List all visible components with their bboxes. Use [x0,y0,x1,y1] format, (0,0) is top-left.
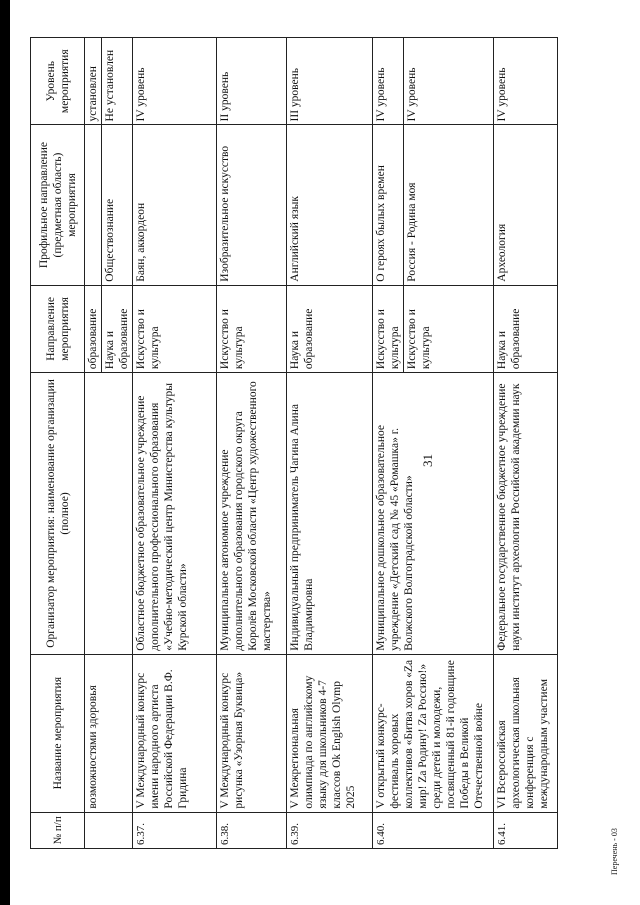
cell-num: 6.40. [373,812,494,848]
cell-direction: Искусство и культура [404,285,494,372]
cell-profile: Археология [494,125,558,285]
cell-profile [85,125,102,285]
header-level: Уровень мероприятия [31,38,85,125]
cell-num [85,812,133,848]
cell-level: IV уровень [494,38,558,125]
cell-direction: Наука и образование [287,285,373,372]
cell-level: IV уровень [373,38,404,125]
header-org: Организатор мероприятия: наименование организации (полное) [31,373,85,655]
cell-org: Муниципальное автономное учреждение дополнительного образования городского округа Королёв Московской области «Центр художественного мастерства» [217,373,287,655]
page-number: 31 [420,454,435,467]
table-row [85,38,102,849]
header-profile: Профильное направление (предметная область) мероприятия [31,125,85,285]
cell-direction: образование [85,285,102,372]
events-table [30,37,558,849]
cell-num: 6.39. [287,812,373,848]
cell-direction: Искусство и культура [217,285,287,372]
cell-org: Муниципальное дошкольное образовательное учреждение «Детский сад № 45 «Ромашка» г. Волжского Волгоградской области» [373,373,494,655]
footer-note: Перечень - 03 [610,828,619,875]
cell-level: II уровень [217,38,287,125]
cell-name: V Международный конкурс имени народного артиста Российской Федерации В.Ф. Гридина [133,654,217,812]
table-row [373,38,404,849]
cell-level: IV уровень [404,38,494,125]
cell-direction: Искусство и культура [373,285,404,372]
cell-org: Областное бюджетное образовательное учреждение дополнительного профессионального образования «Учебно-методический центр Министерства культуры Курской области» [133,373,217,655]
cell-level: III уровень [287,38,373,125]
cell-num: 6.37. [133,812,217,848]
table-row [494,38,558,849]
cell-profile: Изобразительное искусство [217,125,287,285]
cell-org: Федеральное государственное бюджетное учреждение науки институт археологии Российской академии наук [494,373,558,655]
cell-profile: Баян, аккордеон [133,125,217,285]
cell-profile: О героях былых времен [373,125,404,285]
header-direction: Направление мероприятия [31,285,85,372]
cell-profile: Россия - Родина моя [404,125,494,285]
table-header-row [31,38,85,849]
cell-direction: Искусство и культура [133,285,217,372]
cell-profile: Обществознание [102,125,133,285]
cell-name: V Международный конкурс рисунка «Узорная Буквица» [217,654,287,812]
cell-name: V открытый конкурс-фестиваль хоровых коллективов «Битва хоров «Za мир! Za Родину! Za Россию!» среди детей и молодежи, посвященный 81-й годовщине Победы в Великой Отечественной войне [373,654,494,812]
cell-level: установлен [85,38,102,125]
cell-direction: Наука и образование [494,285,558,372]
cell-name: V Межрегиональная олимпиада по английскому языку для школьников 4-7 классов Ok English Olymp 2025 [287,654,373,812]
cell-name: возможностями здоровья [85,654,133,812]
table-row [287,38,373,849]
cell-profile: Английский язык [287,125,373,285]
cell-num: 6.38. [217,812,287,848]
cell-org: Индивидуальный предприниматель Чагина Алина Владимировна [287,373,373,655]
cell-level: Не установлен [102,38,133,125]
table-row [133,38,217,849]
cell-level: IV уровень [133,38,217,125]
table-row [217,38,287,849]
cell-direction: Наука и образование [102,285,133,372]
cell-num: 6.41. [494,812,558,848]
header-name: Название мероприятия [31,654,85,812]
cell-name: VI Всероссийская археологическая школьная конференция с международным участием [494,654,558,812]
cell-org [85,373,133,655]
header-num: № п/п [31,812,85,848]
